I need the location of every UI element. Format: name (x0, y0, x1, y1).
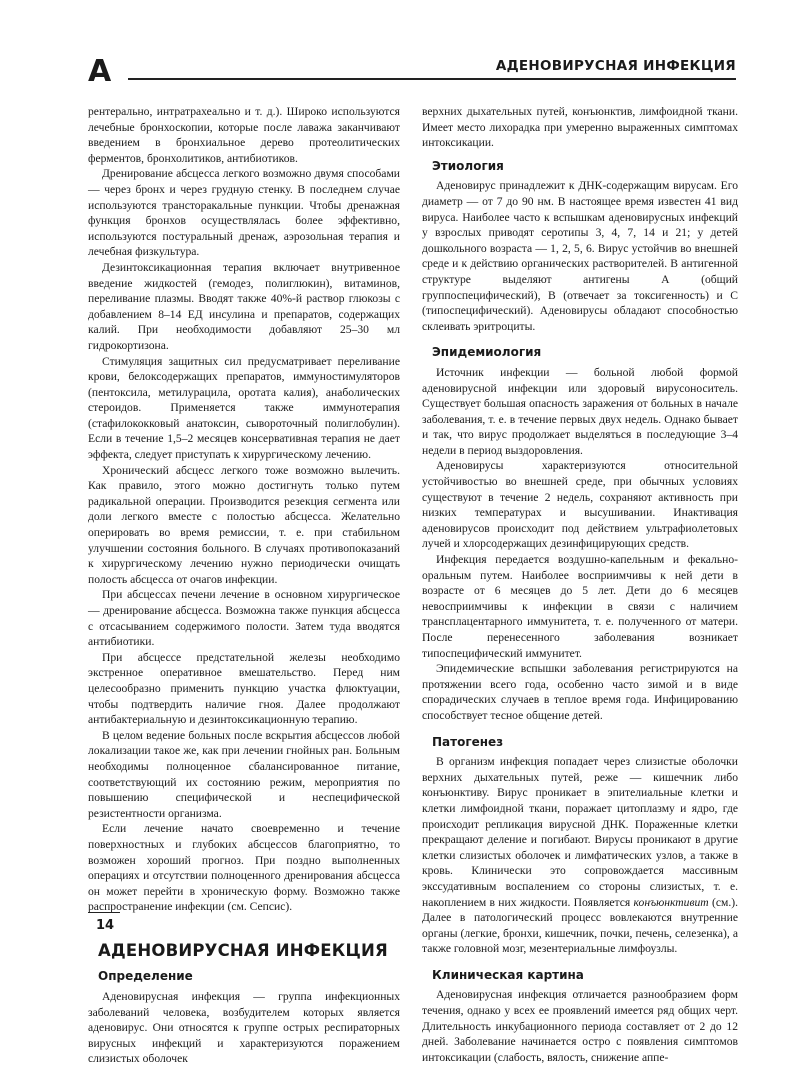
paragraph: Если лечение начато своевременно и течение поверхностных и глубоких абсцессов благоприятно, то возможен хороший прогноз. При поздно выполненных операциях и отсутствии полноценного дренирования абсцесса он может перейти в хроническую форму. Возможно также распространение инфекции (см. Сепсис). (88, 822, 400, 914)
section-letter: А (88, 54, 112, 89)
paragraph: Дренирование абсцесса легкого возможно двумя способами — через бронх и через грудную стенку. В последнем случае используются трансторакальные пункции. Чтобы дренажная функция бронхов осуществлялась более эффективно, используются постуральный дренаж, аэрозольная терапия и лечебная физкультура. (88, 167, 400, 259)
clinical-paragraph: Аденовирусная инфекция отличается разнообразием форм течения, однако у всех ее проявлений имеется ряд общих черт. Длительность инкубационного периода составляет от 2 до 12 дней. Заболевание начинается остро с появления симптомов интоксикации (слабость, вялость, снижение аппе- (422, 988, 738, 1064)
right-column (422, 104, 738, 1065)
etiology-paragraph: Аденовирус принадлежит к ДНК-содержащим вирусам. Его диаметр — от 7 до 90 нм. В настоящее время известен 41 вид вируса. Наиболее часто к вспышкам аденовирусных инфекций у взрослых приводят серотипы 3, 4, 7, 14 и 21; у детей дошкольного возраста — 1, 2, 5, 6. Вирус устойчив во внешней среде и к действию органических растворителей. В антигенной структуре выделяют антигены А (общий группоспецифический), В (отвечает за токсигенность) и С (типоспецифический). Аденовирусы обладают способностью склеивать эритроциты. (422, 179, 738, 333)
section-title: АДЕНОВИРУСНАЯ ИНФЕКЦИЯ (98, 940, 388, 960)
pathogenesis-text: (см.). Далее в патологический процесс вовлекаются внутренние органы (легкие, бронхи, кишечник, почки, печень, селезенка), а также головной мозг, мезентериальные лимфоузлы. (422, 895, 738, 956)
pathogenesis-text: В организм инфекция попадает через слизистые оболочки верхних дыхательных путей, реже — кишечник либо конъюнктиву. Вирус проникает в эпителиальные клетки и клетки лимфоидной ткани, поражает цитоплазму и ядро, где происходит репликация вирусной ДНК. Пораженные клетки прекращают деление и погибают. Вирусы проникают в другие клетки слизистых оболочек и лимфатических узлов, а также в кровь. Клинически это сопровождается массивным экссудативным воспалением со стороны слизистых, т. е. накоплением в них жидкости. Появляется (422, 755, 738, 909)
clinical-heading: Клиническая картина (432, 967, 584, 982)
epidemiology-heading: Эпидемиология (432, 345, 542, 360)
paragraph: При абсцессе предстательной железы необходимо экстренное оперативное вмешательство. Перед ним целесообразно применить пункцию участка флюктуации, чтобы подтвердить наличие гноя. Далее продолжают антибактериальную и дезинтоксикационную терапию. (88, 650, 400, 727)
paragraph: рентерально, интратрахеально и т. д.). Широко используются лечебные бронхоскопии, которые после лаважа заканчивают введением в бронхиальное дерево протеолитических ферментов, бронхолитиков, антибиотиков. (88, 105, 400, 165)
paragraph: Аденовирусы характеризуются относительной устойчивостью во внешней среде, при обычных условиях существуют в течение 2 недель, сохраняют активность при низких температурах и высушивании. Инактивация аденовирусов происходит под действием ультрафиолетовых лучей и хлорсодержащих дезинфицирующих средств. (422, 459, 738, 551)
paragraph: В целом ведение больных после вскрытия абсцессов любой локализации такое же, как при лечении гнойных ран. Больным необходимы полноценное сбалансированное питание, соответствующий их состоянию режим, мероприятия по повышению специфической и неспецифической резистентности организма. (88, 728, 400, 820)
page-number-rule (88, 912, 120, 913)
definition-heading: Определение (98, 969, 193, 984)
paragraph: Источник инфекции — больной любой формой аденовирусной инфекции или здоровый вирусоноситель. Существует большая опасность заражения от больных в начале заболевания, т. е. в течение первых двух недель. Однако бывает и так, что вирус продолжает выделяться в последующие 3–4 недели в период выздоровления. (422, 365, 738, 457)
paragraph: Дезинтоксикационная терапия включает внутривенное введение жидкостей (гемодез, полиглюкин), витаминов, переливание плазмы. Вводят также 40%-й раствор глюкозы с добавлением 8–14 ЕД инсулина и препаратов, содержащих калий. При необходимости добавляют 25–30 мл гидрокортизона. (88, 260, 400, 352)
page-number: 14 (96, 918, 115, 933)
paragraph: верхних дыхательных путей, конъюнктив, лимфоидной ткани. Имеет место лихорадка при умеренно выраженных симптомах интоксикации. (422, 105, 738, 150)
paragraph: Хронический абсцесс легкого тоже возможно вылечить. Как правило, этого можно достигнуть только путем радикальной операции. Производится резекция сегмента или доли легкого вместе с полостью абсцесса. Желательно оперировать во время ремиссии, т. е. при стабильном улучшении состояния больного. В случаях противопоказаний к хирургическому лечению нужно периодически очищать полость абсцесса от очагов инфекции. (88, 463, 400, 586)
pathogenesis-heading: Патогенез (432, 734, 504, 749)
paragraph: Стимуляция защитных сил предусматривает переливание крови, белоксодержащих препаратов, иммуностимуляторов (пентоксила, метилурацила, оротата калия), анаболических стероидов. Применяется также иммунотерапия (стафилококковый анатоксин, сывороточный полиглобулин). Если в течение 1,5–2 месяцев консервативная терапия не дает эффекта, следует приступать к хирургическому лечению. (88, 354, 400, 462)
cross-reference-term: конъюнктивит (633, 895, 709, 909)
etiology-heading: Этиология (432, 158, 504, 173)
left-column (88, 104, 400, 1067)
paragraph: Инфекция передается воздушно-капельным и фекально-оральным путем. Наиболее восприимчивы к ней дети в возрасте от 6 месяцев до 5 лет. Дети до 6 месяцев невосприимчивы к инфекции в связи с наличием трансплацентарного иммунитета, т. е. полученного от матери. После перенесенного заболевания возникает типоспецифический иммунитет. (422, 553, 738, 660)
definition-paragraph: Аденовирусная инфекция — группа инфекционных заболеваний человека, возбудителем которых является аденовирус. Они относятся к группе острых респираторных вирусных инфекций и характеризуются поражением слизистых оболочек (88, 990, 400, 1066)
pathogenesis-paragraph (422, 754, 738, 957)
header-rule (128, 78, 736, 80)
paragraph: При абсцессах печени лечение в основном хирургическое — дренирование абсцесса. Возможна также пункция абсцесса с отсасыванием содержимого полости. Затем туда вводятся антибиотики. (88, 588, 400, 649)
paragraph: Эпидемические вспышки заболевания регистрируются на протяжении всего года, особенно часто зимой и в виде спорадических случаев в теплое время года. Инфицированию способствует тесное общение детей. (422, 662, 738, 722)
running-title: АДЕНОВИРУСНАЯ ИНФЕКЦИЯ (495, 58, 736, 74)
